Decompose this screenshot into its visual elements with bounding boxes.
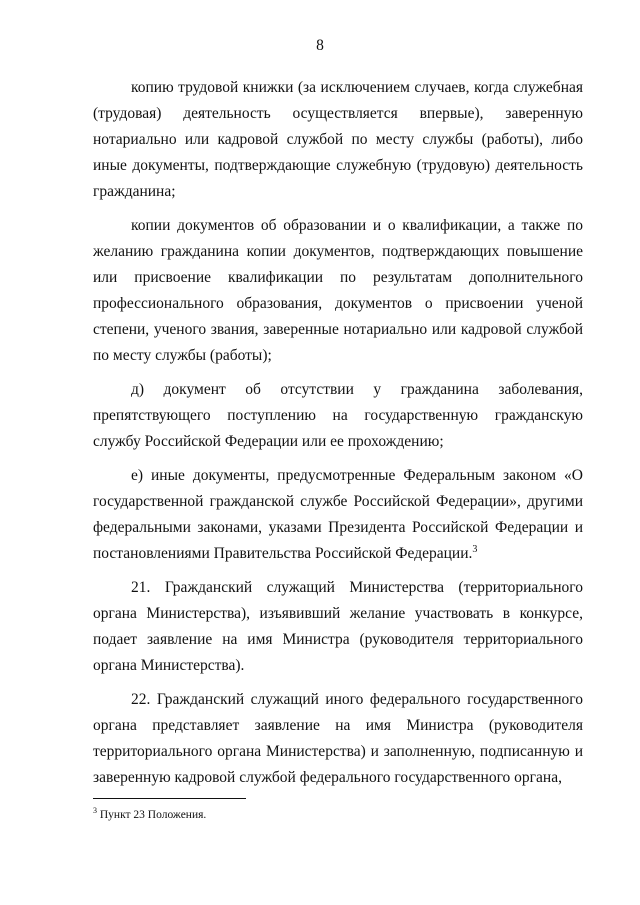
footnote-text: Пункт 23 Положения. [97,809,207,821]
footnote-marker: 3 [93,806,97,816]
page-number: 8 [316,37,324,54]
paragraph-other-documents [93,463,583,567]
paragraph-other-documents-text: е) иные документы, предусмотренные Федеральным законом «О государственной гражданской службе Российской Федерации», другими федеральными законами, указами Президента Российской Федерации и постановлениями Правительства Российской Федерации. [93,467,583,562]
document-body [93,75,583,791]
footnote [93,808,206,822]
paragraph-work-book-copy: копию трудовой книжки (за исключением случаев, когда служебная (трудовая) деятельность осуществляется впервые), заверенную нотариально или кадровой службой по месту службы (работы), либо иные документы, подтверждающие служебную (трудовую) деятельность гражданина; [93,79,583,200]
footnote-separator [93,798,246,799]
paragraph-education-documents: копии документов об образовании и о квалификации, а также по желанию гражданина копии документов, подтверждающих повышение или присвоение квалификации по результатам дополнительного профессионального образования, документов о присвоении ученой степени, ученого звания, заверенные нотариально или кадровой службой по месту службы (работы); [93,217,583,364]
footnote-reference: 3 [472,543,478,555]
paragraph-clause-21: 21. Гражданский служащий Министерства (территориального органа Министерства), изъявивший желание участвовать в конкурсе, подает заявление на имя Министра (руководителя территориального органа Министерства). [93,579,583,674]
paragraph-clause-22: 22. Гражданский служащий иного федерального государственного органа представляет заявление на имя Министра (руководителя территориального органа Министерства) и заполненную, подписанную и заверенную кадровой службой федерального государственного органа, [93,691,583,786]
paragraph-health-certificate: д) документ об отсутствии у гражданина заболевания, препятствующего поступлению на государственную гражданскую службу Российской Федерации или ее прохождению; [93,381,583,450]
